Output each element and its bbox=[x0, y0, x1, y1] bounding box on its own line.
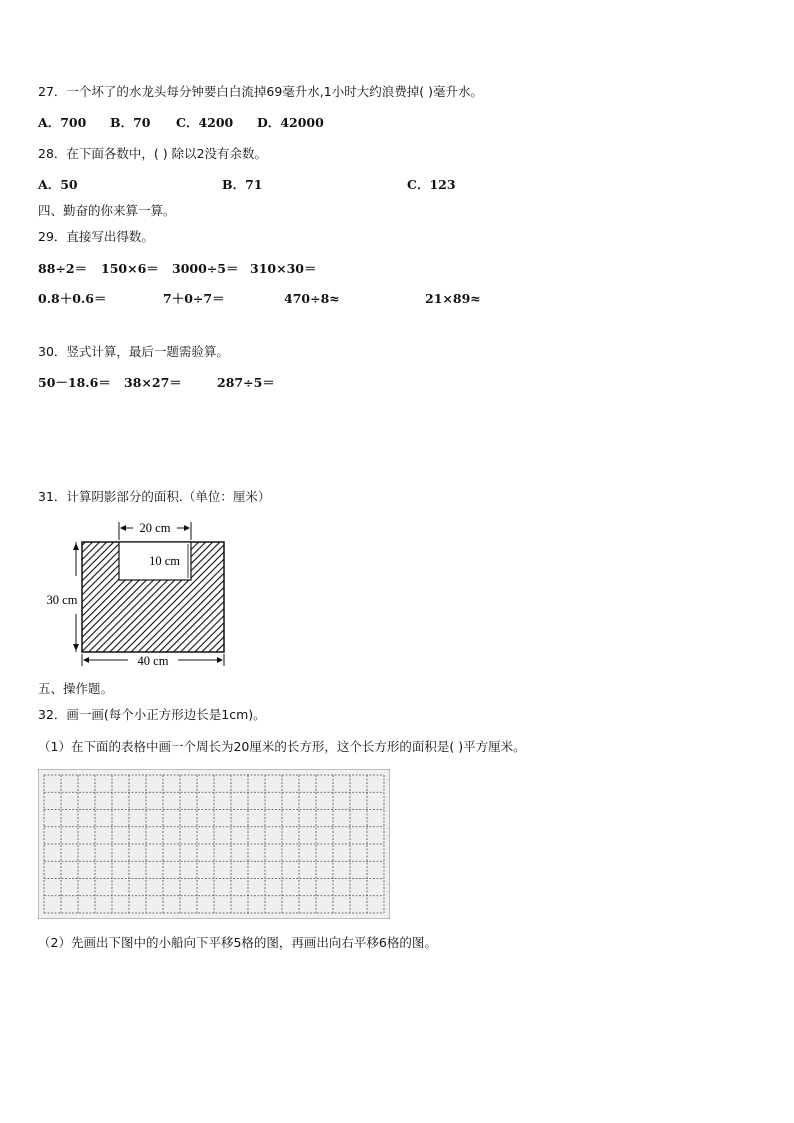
question-27-text: 27．一个坏了的水龙头每分钟要白白流掉69毫升水,1小时大约浪费掉( )毫升水。 bbox=[38, 84, 483, 99]
question-32-text: 32．画一画(每个小正方形边长是1cm)。 bbox=[38, 707, 266, 722]
q28-option-a: A．50 bbox=[38, 177, 78, 192]
square-grid bbox=[38, 769, 390, 919]
q30-item: 38×27＝ bbox=[124, 375, 182, 390]
grid-drawing bbox=[38, 769, 390, 919]
q29-item: 470÷8≈ bbox=[284, 291, 340, 306]
q29-item: 7＋0÷7＝ bbox=[163, 291, 225, 306]
dimension-top-width: 20 cm bbox=[139, 521, 171, 535]
question-31-text: 31．计算阴影部分的面积.（单位：厘米） bbox=[38, 489, 271, 504]
q27-option-c: C．4200 bbox=[176, 115, 234, 130]
question-32-part-1: （1）在下面的表格中画一个周长为20厘米的长方形，这个长方形的面积是( )平方厘米。 bbox=[38, 739, 526, 754]
q29-item: 310×30＝ bbox=[250, 261, 317, 276]
section-4-title: 四、勤奋的你来算一算。 bbox=[38, 203, 176, 218]
q29-item: 150×6＝ bbox=[101, 261, 159, 276]
q27-option-b: B．70 bbox=[110, 115, 151, 130]
question-32-part-2: （2）先画出下图中的小船向下平移5格的图，再画出向右平移6格的图。 bbox=[38, 935, 437, 950]
q27-option-a: A．700 bbox=[38, 115, 87, 130]
dimension-cut-height: 10 cm bbox=[149, 554, 180, 568]
q29-item: 3000÷5＝ bbox=[172, 261, 239, 276]
shaded-area-figure bbox=[38, 518, 238, 674]
q30-item: 50－18.6＝ bbox=[38, 375, 111, 390]
q27-option-d: D．42000 bbox=[257, 115, 324, 130]
question-29-text: 29．直接写出得数。 bbox=[38, 229, 154, 244]
q29-item: 0.8＋0.6＝ bbox=[38, 291, 107, 306]
section-5-title: 五、操作题。 bbox=[38, 681, 114, 696]
q29-item: 21×89≈ bbox=[425, 291, 481, 306]
question-30-text: 30．竖式计算，最后一题需验算。 bbox=[38, 344, 229, 359]
dimension-height: 30 cm bbox=[46, 593, 78, 607]
question-28-text: 28．在下面各数中，( ) 除以2没有余数。 bbox=[38, 146, 268, 161]
q30-item: 287÷5＝ bbox=[217, 375, 275, 390]
dimension-width: 40 cm bbox=[137, 654, 169, 668]
q29-item: 88÷2＝ bbox=[38, 261, 88, 276]
q28-option-c: C．123 bbox=[407, 177, 456, 192]
q28-option-b: B．71 bbox=[222, 177, 263, 192]
